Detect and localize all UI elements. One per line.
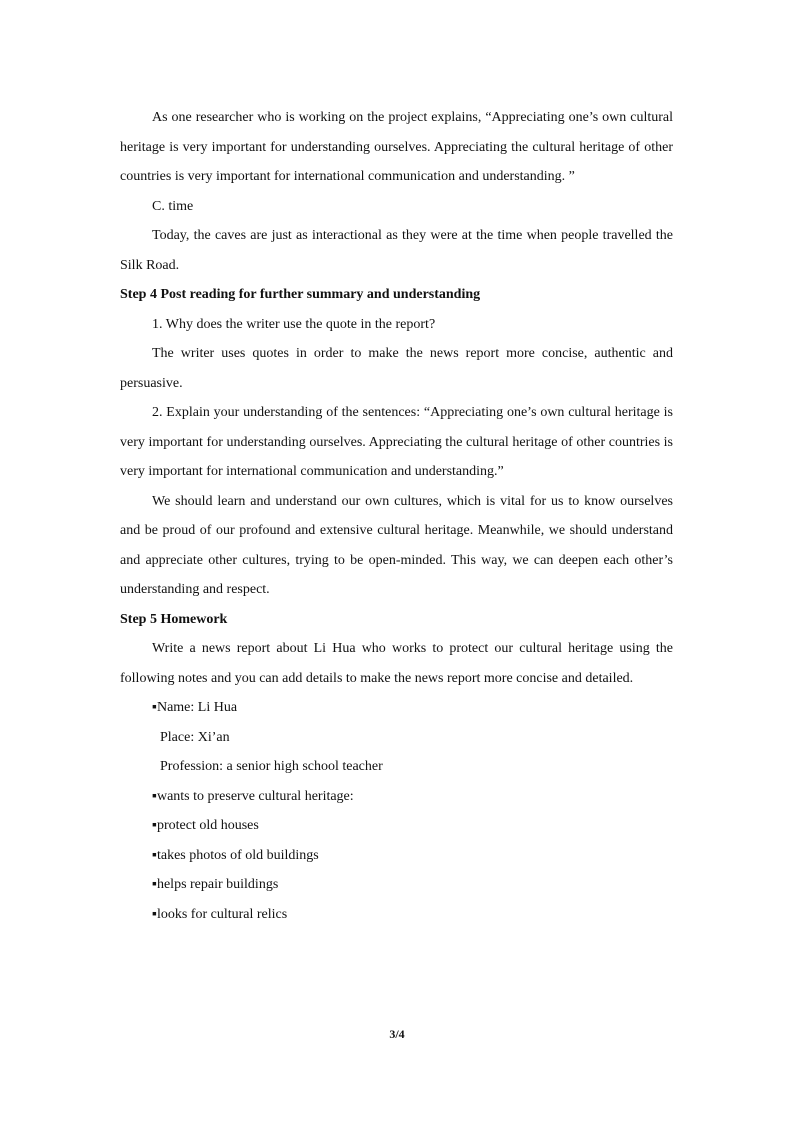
step5-heading: Step 5 Homework: [120, 611, 228, 627]
note-name: ▪Name: Li Hua: [152, 700, 238, 715]
question-1: 1. Why does the writer use the quote in the report?: [152, 316, 436, 332]
homework-task: Write a news report about Li Hua who works to protect our cultural heritage using the following notes and you can add details to make the news report more concise and detailed.: [120, 641, 673, 686]
page-content: [120, 103, 673, 929]
note-place: Place: Xi’an: [160, 729, 230, 745]
quote-intro-paragraph: As one researcher who is working on the project explains, “Appreciating one’s own cultural heritage is very important for understanding ourselves. Appreciating the cultural heritage of other countries is very important for international communication and understanding. ”: [120, 110, 673, 184]
question-2: 2. Explain your understanding of the sentences: “Appreciating one’s own cultural heritage is very important for understanding ourselves. Appreciating the cultural heritage of other countries is very important for international communication and understanding.”: [120, 405, 673, 479]
answer-1: The writer uses quotes in order to make the news report more concise, authentic and persuasive.: [120, 346, 673, 391]
note-item: ▪protect old houses: [152, 818, 259, 833]
note-item: ▪helps repair buildings: [152, 877, 279, 892]
note-item: ▪looks for cultural relics: [152, 906, 288, 922]
step4-heading: Step 4 Post reading for further summary and understanding: [120, 287, 481, 302]
today-paragraph: Today, the caves are just as interactional as they were at the time when people travelled the Silk Road.: [120, 228, 673, 273]
option-c-line: C. time: [152, 198, 194, 214]
page-number: 3/4: [389, 1027, 405, 1041]
note-profession: Profession: a senior high school teacher: [160, 759, 383, 774]
note-item: ▪wants to preserve cultural heritage:: [152, 788, 354, 804]
note-item: ▪takes photos of old buildings: [152, 847, 319, 863]
answer-2: We should learn and understand our own cultures, which is vital for us to know ourselves and be proud of our profound and extensive cultural heritage. Meanwhile, we should understand and appreciate other cultures, trying to be open-minded. This way, we can deepen each other’s understanding and respect.: [120, 493, 673, 597]
